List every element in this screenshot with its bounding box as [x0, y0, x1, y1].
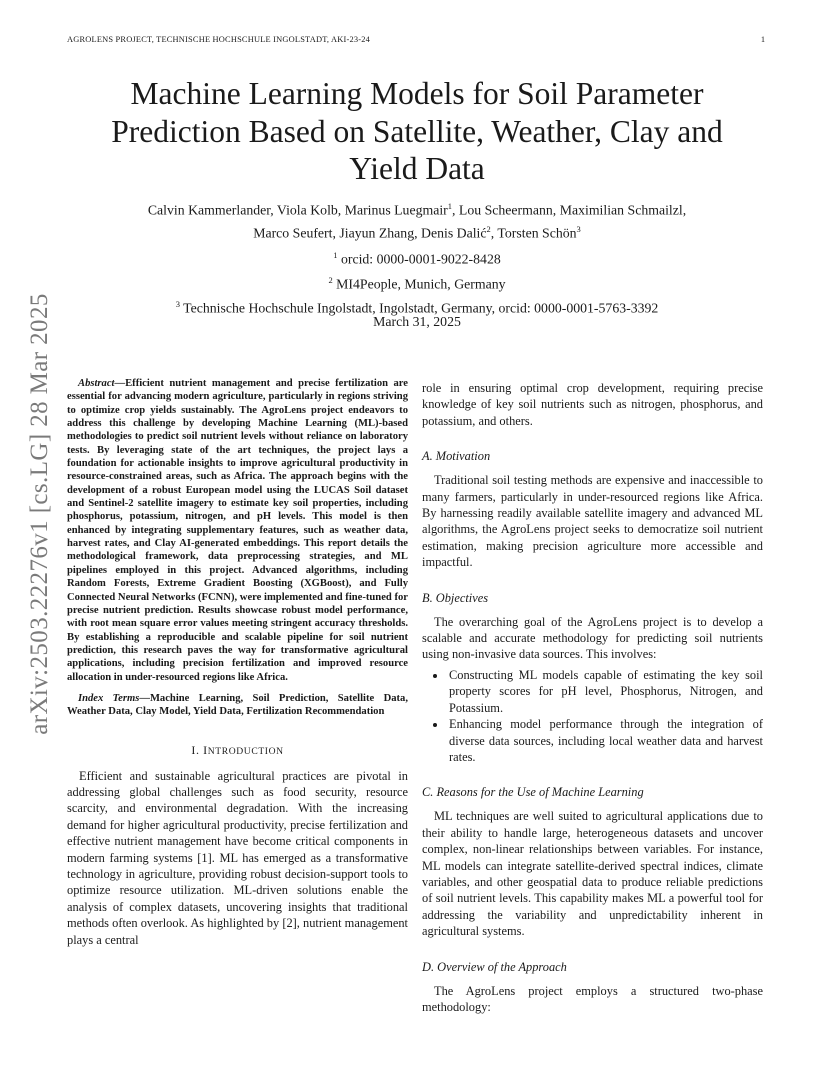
affil-marker: 3: [576, 224, 581, 235]
intro-paragraph: Efficient and sustainable agricultural practices are pivotal in addressing global challenges such as food security, resource scarcity, and environmental degradation. With the increasing demand for higher agricultural productivity, precise fertilization and effective nutrient management have become critical components in modern farming systems [1]. ML has emerged as a transformative technology in agriculture, providing robust decision-support tools to optimize resource utilization. ML-driven solutions enable the analysis of complex datasets, uncovering insights that traditional methods often overlook. As highlighted by [2], nutrient management plays a central: [67, 768, 408, 947]
objectives-list: [422, 667, 763, 765]
author-text: Marco Seufert, Jiayun Zhang, Denis Dalić: [253, 225, 487, 241]
list-item: • Enhancing model performance through the integration of diverse data sources, including local weather data and harvest rates.: [447, 716, 763, 765]
author-line: [67, 220, 767, 243]
index-terms: [67, 692, 408, 719]
affil-marker: 1: [447, 201, 453, 211]
section-heading-introduction: I. INTRODUCTION: [191, 742, 284, 757]
list-item: • Constructing ML models capable of estimating the key soil property scores for pH level, Phosphorus, Nitrogen, and Potassium.: [447, 667, 763, 716]
abstract-label: Abstract: [78, 378, 115, 389]
title-line: Machine Learning Models for Soil Parameter: [130, 76, 704, 111]
author-text: , Torsten Schön: [490, 225, 577, 241]
reasons-paragraph: ML techniques are well suited to agricultural applications due to their ability to handle large, heterogeneous datasets and uncover complex, non-linear relationships between variables. For instance, ML models can integrate satellite-derived spectral indices, climate variables, and other geospatial data to produce reliable predictions of soil nutrient levels. This capability makes ML a powerful tool for addressing the variability and unpredictability inherent in agricultural systems.: [422, 809, 763, 939]
paper-title: [67, 75, 767, 188]
abstract: [67, 377, 408, 684]
title-line: Yield Data: [349, 151, 485, 186]
overview-paragraph: The AgroLens project employs a structured two-phase methodology:: [422, 983, 763, 1014]
page-number: 1: [760, 35, 765, 44]
index-terms-text: —Machine Learning, Soil Prediction, Satellite Data, Weather Data, Clay Model, Yield Data, Fertilization Recommendation: [67, 692, 408, 718]
subsection-heading-overview: D. Overview of the Approach: [422, 959, 567, 974]
affiliation: $^1$ orcid: 0000-0001-9022-8428: [333, 250, 501, 267]
affil-marker: 2: [486, 224, 491, 235]
objectives-paragraph: The overarching goal of the AgroLens project is to develop a scalable and accurate methodology for predicting soil nutrients using non-invasive data sources. This involves:: [422, 614, 763, 662]
author-text: Calvin Kammerlander, Viola Kolb, Marinus Luegmair: [147, 202, 448, 218]
author-line: [67, 197, 767, 220]
subsection-heading-reasons: C. Reasons for the Use of Machine Learning: [422, 785, 644, 800]
motivation-paragraph: Traditional soil testing methods are expensive and inaccessible to many farmers, particularly in under-resourced regions like Africa. By harnessing readily available satellite imagery and advanced ML algorithms, the AgroLens project seeks to democratize soil nutrient estimation, making precision agriculture more accessible and impactful.: [422, 473, 763, 570]
index-terms-label: Index Terms: [78, 692, 140, 704]
author-text: , Lou Scheermann, Maximilian Schmailzl,: [452, 202, 687, 218]
paper-date: March 31, 2025: [373, 314, 461, 329]
intro-paragraph-continued: role in ensuring optimal crop development, requiring precise knowledge of key soil nutrients such as nitrogen, phosphorus, and potassium, and others.: [422, 381, 763, 428]
subsection-heading-motivation: A. Motivation: [422, 449, 491, 464]
subsection-heading-objectives: B. Objectives: [422, 590, 489, 605]
abstract-text: —Efficient nutrient management and precise fertilization are essential for advancing modern agriculture, particularly in regions striving to optimize crop yields sustainably. The AgroLens project endeavors to address this challenge by developing Machine Learning (ML)-based methodologies to predict soil nutrient levels without reliance on laboratory tests. By leveraging state of the art techniques, the project lays a foundation for actionable insights to improve agricultural productivity in resource-constrained areas, such as Africa. The approach begins with the development of a robust European model using the LUCAS Soil dataset and Sentinel-2 satellite imagery to estimate key soil properties, including phosphorus, potassium, nitrogen, and pH levels. This model is then enhanced by integrating supplementary features, such as weather data, harvest rates, and Clay AI-generated embeddings. This report details the methodological framework, data preprocessing strategies, and ML pipelines employed in this project. Advanced algorithms, including Random Forests, Extreme Gradient Boosting (XGBoost), and Fully Connected Neural Networks (FCNN), were implemented and fine-tuned for precise nutrient prediction. Results showcase robust model performance, with root mean square error values meeting stringent accuracy thresholds. By establishing a reproducible and scalable pipeline for soil nutrient prediction, this research paves the way for transformative agricultural applications, including precision fertilization and improved resource allocation in under-resourced regions like Africa.: [67, 378, 408, 683]
arxiv-stamp: arXiv:2503.22276v1 [cs.LG] 28 Mar 2025: [26, 293, 53, 735]
running-head: AGROLENS PROJECT, TECHNISCHE HOCHSCHULE INGOLSTADT, AKI-23-24: [67, 35, 371, 44]
author-list: [67, 197, 767, 243]
affiliations: [67, 245, 767, 319]
title-line: Prediction Based on Satellite, Weather, Clay and: [111, 113, 723, 149]
left-column: [67, 377, 408, 948]
affiliation: $^2$ MI4People, Munich, Germany: [328, 274, 506, 292]
affiliation: $^3$ Technische Hochschule Ingolstadt, Ingolstadt, Germany, orcid: 0000-0001-5763-3392: [175, 299, 659, 316]
right-column: [422, 380, 763, 1015]
